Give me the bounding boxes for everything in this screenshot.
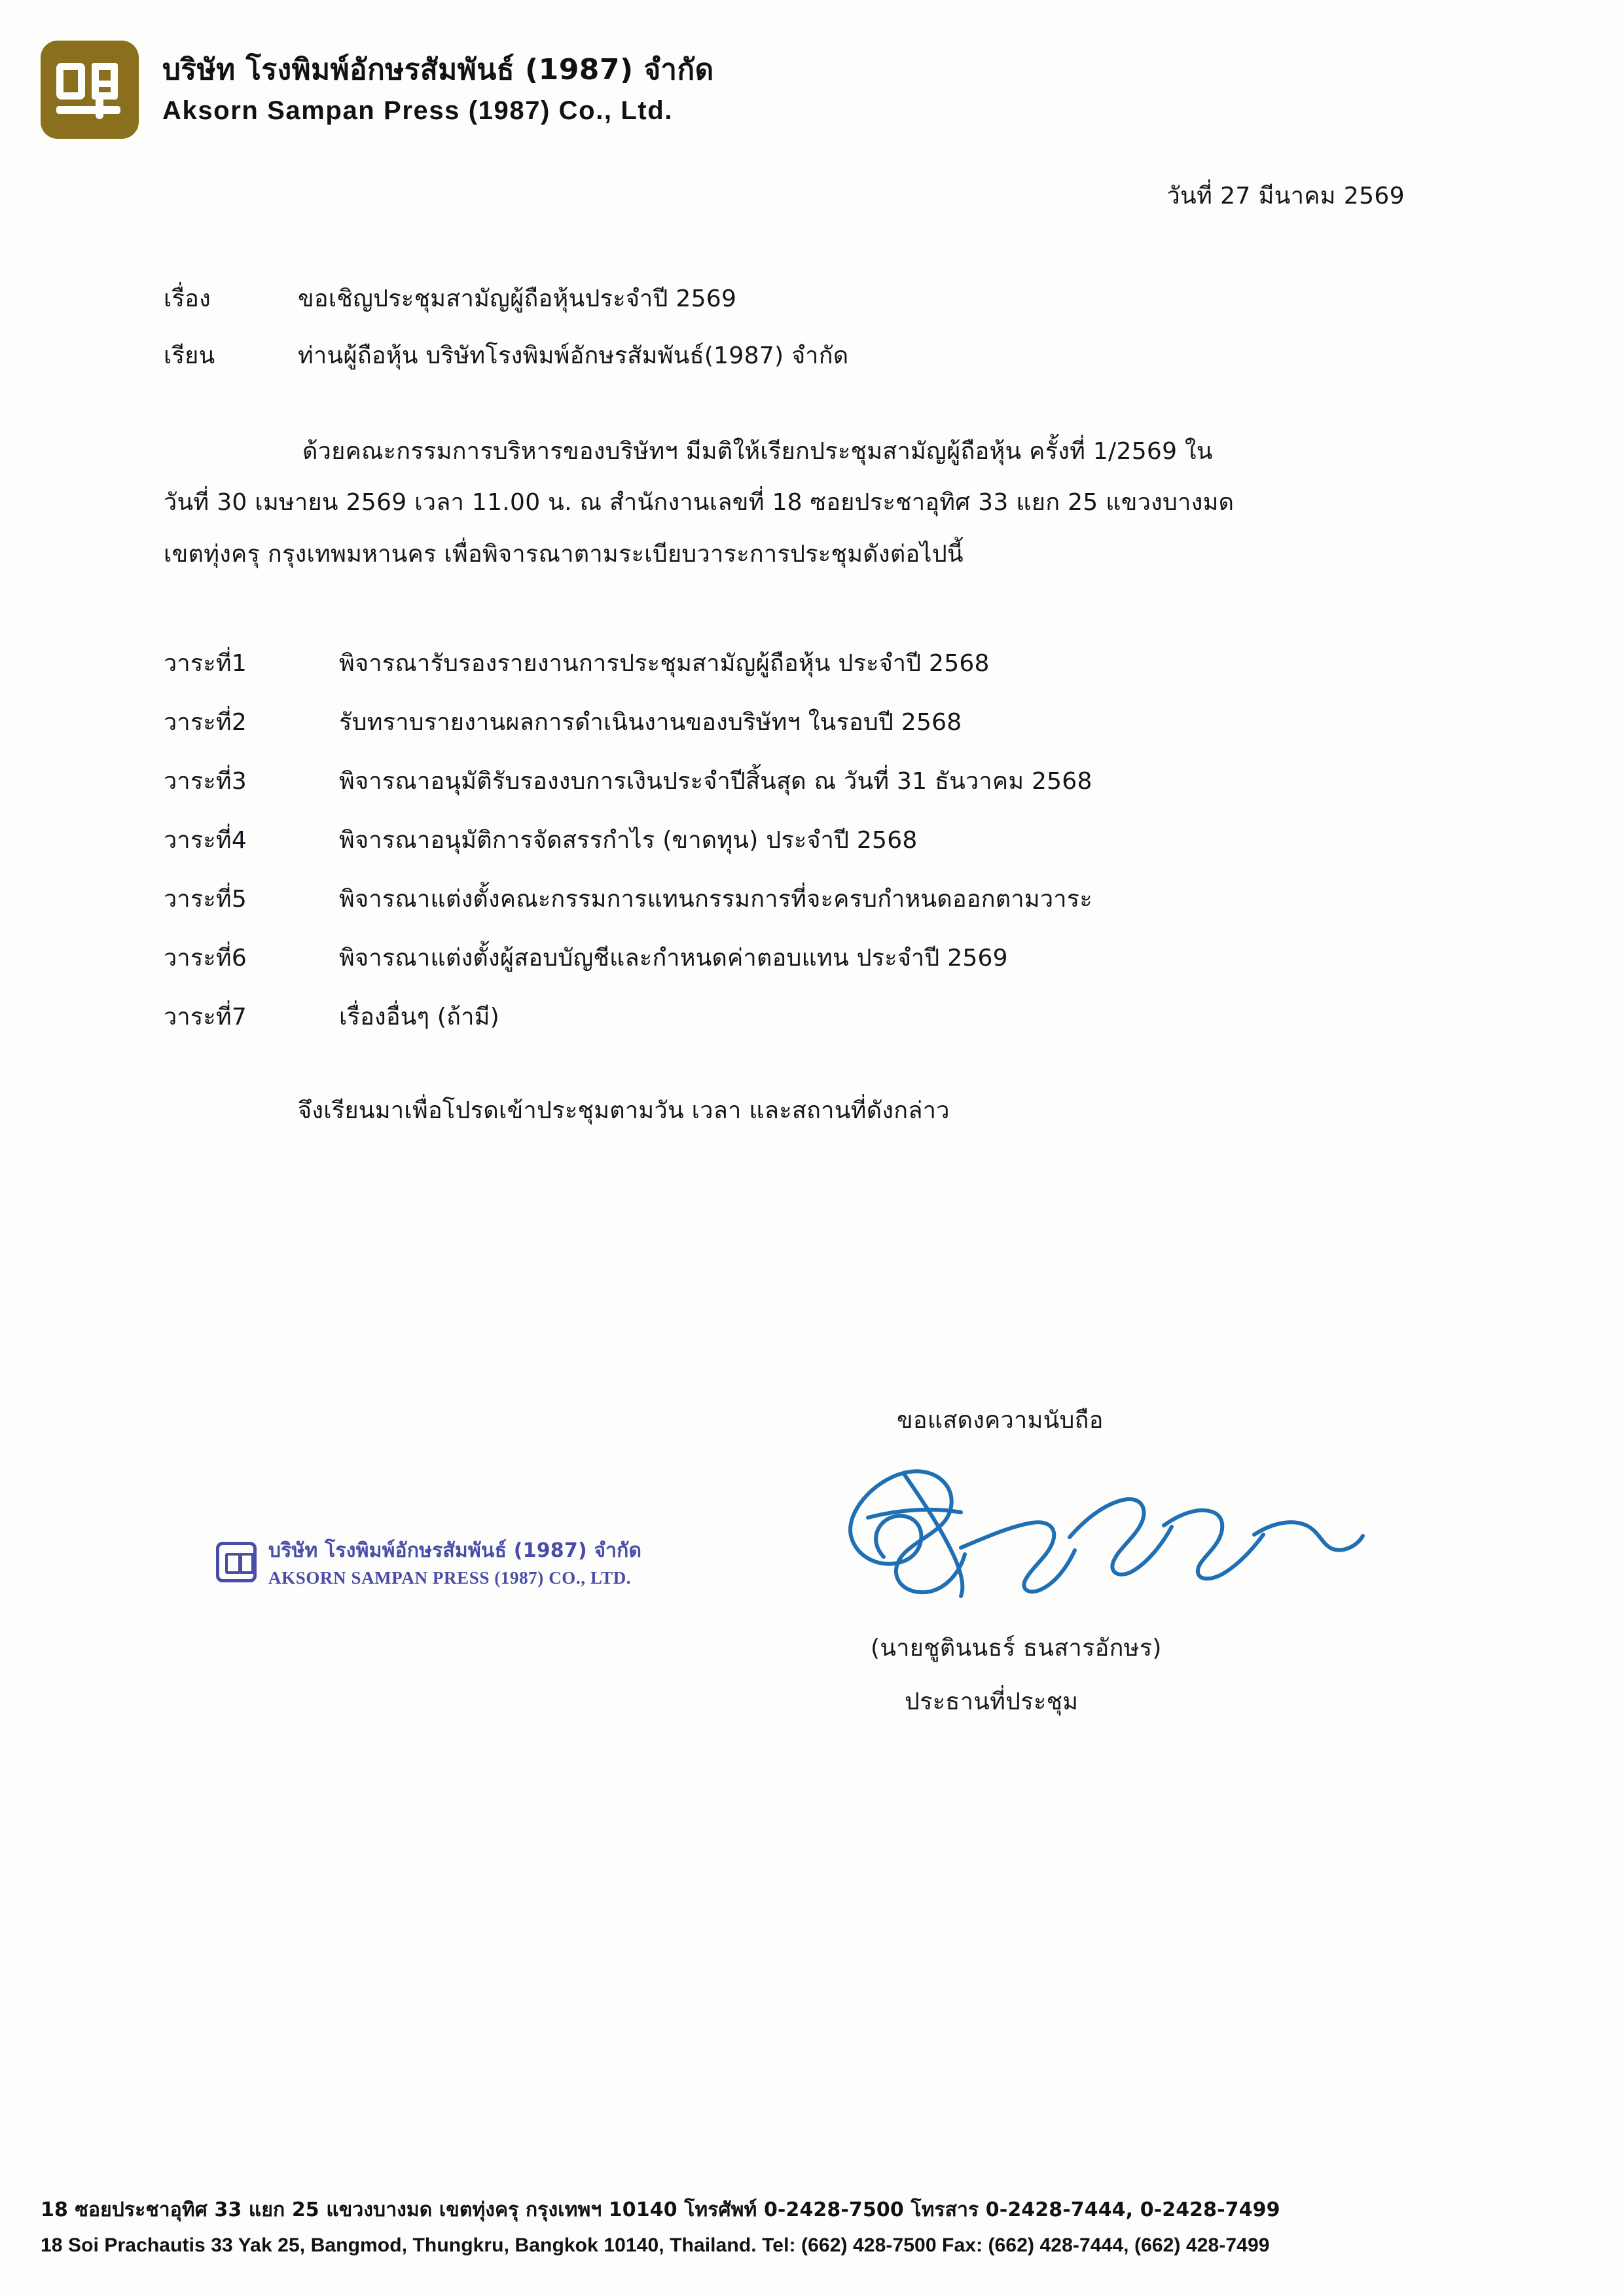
attention-row [164,337,1624,374]
agenda-text: เรื่องอื่นๆ (ถ้ามี) [339,1004,499,1031]
agenda-number: วาระที่6 [164,945,247,972]
agenda-number: วาระที่2 [164,709,247,737]
company-name-block [162,41,714,128]
signature-block [0,1401,1624,1807]
agenda-text: พิจารณาอนุมัติรับรองงบการเงินประจำปีสิ้นสุด ณ วันที่ 31 ธันวาคม 2568 [339,768,1092,795]
attention-label: เรียน [164,342,215,369]
company-seal-logo-icon [216,1542,257,1582]
footer [0,2195,1624,2257]
agenda-text: พิจารณาแต่งตั้งคณะกรรมการแทนกรรมการที่จะครบกำหนดออกตามวาระ [339,886,1092,913]
seal-text-th: บริษัท โรงพิมพ์อักษรสัมพันธ์ (1987) จำกัด [268,1539,642,1562]
agenda-number: วาระที่3 [164,768,247,795]
list-item [164,644,1624,682]
opening-paragraph [0,426,1624,580]
agenda-list [0,644,1624,1035]
footer-address-th: 18 ซอยประชาอุทิศ 33 แยก 25 แขวงบางมด เขตทุ่งครุ กรุงเทพฯ 10140 โทรศัพท์ 0-2428-7500 โทรสาร 0-2428-7444, 0-2428-7499 [41,2198,1280,2221]
list-item [164,703,1624,740]
agenda-number: วาระที่4 [164,827,247,854]
signer-title: ประธานที่ประชุม [905,1688,1079,1715]
letter-heading-fields [0,280,1624,374]
seal-text-en: AKSORN SAMPAN PRESS (1987) CO., LTD. [268,1568,632,1588]
paragraph-line: วันที่ 30 เมษายน 2569 เวลา 11.00 น. ณ สำนักงานเลขที่ 18 ซอยประชาอุทิศ 33 แยก 25 แขวงบางมด [164,489,1235,517]
agenda-number: วาระที่1 [164,650,247,678]
company-seal [216,1535,641,1588]
subject-label: เรื่อง [164,285,211,312]
list-item [164,821,1624,858]
agenda-text: รับทราบรายงานผลการดำเนินงานของบริษัทฯ ในรอบปี 2568 [339,709,962,737]
agenda-number: วาระที่5 [164,886,247,913]
company-name-en: Aksorn Sampan Press (1987) Co., Ltd. [162,96,674,126]
handwritten-signature [805,1439,1368,1635]
footer-address-en: 18 Soi Prachautis 33 Yak 25, Bangmod, Thungkru, Bangkok 10140, Thailand. Tel: (662) 428-7500 Fax: (662) 428-7444, (662) 428-7499 [41,2234,1270,2256]
list-item [164,939,1624,976]
agenda-text: พิจารณาอนุมัติการจัดสรรกำไร (ขาดทุน) ประจำปี 2568 [339,827,918,854]
subject-row [164,280,1624,317]
list-item [164,880,1624,917]
regards-text: ขอแสดงความนับถือ [897,1407,1104,1434]
agenda-text: พิจารณาแต่งตั้งผู้สอบบัญชีและกำหนดค่าตอบแทน ประจำปี 2569 [339,945,1008,972]
letter-body [0,177,1624,1129]
attention-value: ท่านผู้ถือหุ้น บริษัทโรงพิมพ์อักษรสัมพันธ์(1987) จำกัด [298,342,849,369]
paragraph-line: เขตทุ่งครุ กรุงเทพมหานคร เพื่อพิจารณาตามระเบียบวาระการประชุมดังต่อไปนี้ [164,540,964,568]
paragraph-line: ด้วยคณะกรรมการบริหารของบริษัทฯ มีมติให้เรียกประชุมสามัญผู้ถือหุ้น ครั้งที่ 1/2569 ใน [302,438,1213,465]
list-item [164,998,1624,1035]
agenda-text: พิจารณารับรองรายงานการประชุมสามัญผู้ถือหุ้น ประจำปี 2568 [339,650,990,678]
aksorn-sampan-logo-icon [41,41,139,139]
list-item [164,762,1624,799]
subject-value: ขอเชิญประชุมสามัญผู้ถือหุ้นประจำปี 2569 [298,285,737,312]
signer-name: (นายชูตินนธร์ ธนสารอักษร) [871,1635,1162,1662]
letterhead [41,41,714,139]
agenda-number: วาระที่7 [164,1004,247,1031]
company-name-th: บริษัท โรงพิมพ์อักษรสัมพันธ์ (1987) จำกัด [162,53,714,86]
letter-date: วันที่ 27 มีนาคม 2569 [1166,183,1405,210]
closing-paragraph: จึงเรียนมาเพื่อโปรดเข้าประชุมตามวัน เวลา และสถานที่ดังกล่าว [298,1097,950,1125]
